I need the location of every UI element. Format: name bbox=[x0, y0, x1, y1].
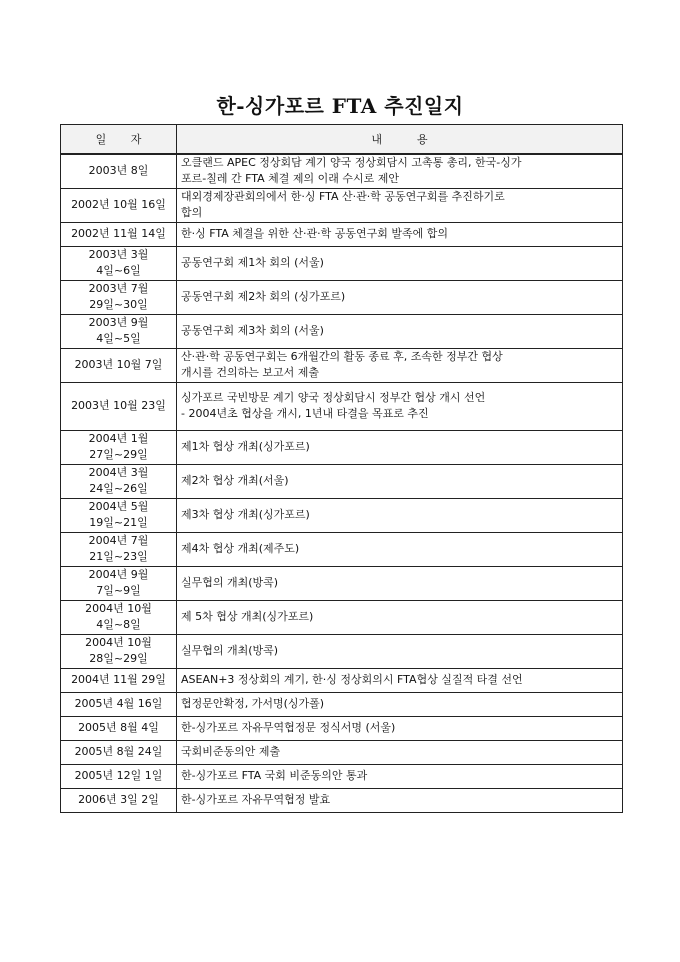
row-content bbox=[177, 740, 623, 764]
row-content bbox=[177, 382, 623, 430]
table-row bbox=[61, 280, 623, 314]
row-content bbox=[177, 246, 623, 280]
row-content-line: 오클랜드 APEC 정상회담 계기 양국 정상회담시 고촉통 총리, 한국-싱가 bbox=[181, 156, 522, 170]
row-content-line: 국회비준동의안 제출 bbox=[181, 745, 281, 758]
row-content bbox=[177, 566, 623, 600]
row-content bbox=[177, 788, 623, 812]
row-date: 2005년 8월 4일 bbox=[61, 716, 177, 740]
row-content-line: - 2004년초 협상을 개시, 1년내 타결을 목표로 추진 bbox=[181, 407, 429, 420]
row-content-line: 제 5차 협상 개최(싱가포르) bbox=[181, 610, 314, 623]
row-date: 2004년 11월 29일 bbox=[61, 668, 177, 692]
row-content-line: 한-싱가포르 FTA 국회 비준동의안 통과 bbox=[181, 769, 368, 782]
row-date: 2003년 10월 23일 bbox=[61, 382, 177, 430]
row-date: 2003년 9월 4일~5일 bbox=[61, 314, 177, 348]
row-date: 2004년 7월 21일~23일 bbox=[61, 532, 177, 566]
row-date: 2003년 3월 4일~6일 bbox=[61, 246, 177, 280]
row-content-line: 개시를 건의하는 보고서 제출 bbox=[181, 366, 320, 379]
table-row bbox=[61, 764, 623, 788]
row-content bbox=[177, 348, 623, 382]
row-date: 2005년 12일 1일 bbox=[61, 764, 177, 788]
row-content-line: 공동연구회 제2차 회의 (싱가포르) bbox=[181, 290, 346, 303]
column-header-content: 내 용 bbox=[177, 125, 623, 155]
row-content-line: 산·관·학 공동연구회는 6개월간의 활동 종료 후, 조속한 정부간 협상 bbox=[181, 350, 503, 363]
table-row bbox=[61, 154, 623, 188]
row-content bbox=[177, 634, 623, 668]
row-content bbox=[177, 154, 623, 188]
row-content-line: ASEAN+3 정상회의 계기, 한·싱 정상회의시 FTA협상 실질적 타결 선언 bbox=[181, 673, 523, 686]
row-content-line: 싱가포르 국빈방문 계기 양국 정상회담시 정부간 협상 개시 선언 bbox=[181, 391, 486, 404]
table-row bbox=[61, 634, 623, 668]
row-content bbox=[177, 314, 623, 348]
row-content bbox=[177, 464, 623, 498]
row-content bbox=[177, 222, 623, 246]
row-content-line: 제2차 협상 개최(서울) bbox=[181, 474, 289, 487]
table-row bbox=[61, 430, 623, 464]
row-date: 2003년 10월 7일 bbox=[61, 348, 177, 382]
row-content-line: 공동연구회 제3차 회의 (서울) bbox=[181, 324, 324, 337]
table-row bbox=[61, 464, 623, 498]
row-content-line: 실무협의 개최(방콕) bbox=[181, 576, 279, 589]
table-row bbox=[61, 600, 623, 634]
row-content-line: 합의 bbox=[181, 206, 203, 219]
row-date: 2004년 3월 24일~26일 bbox=[61, 464, 177, 498]
table-row bbox=[61, 716, 623, 740]
table-header-row bbox=[61, 125, 623, 155]
row-content-line: 공동연구회 제1차 회의 (서울) bbox=[181, 256, 324, 269]
row-content bbox=[177, 764, 623, 788]
row-content bbox=[177, 600, 623, 634]
row-content-line: 대외경제장관회의에서 한·싱 FTA 산·관·학 공동연구회를 추진하기로 bbox=[181, 190, 505, 203]
table-row bbox=[61, 246, 623, 280]
row-content-line: 제3차 협상 개최(싱가포르) bbox=[181, 508, 310, 521]
row-date: 2005년 8월 24일 bbox=[61, 740, 177, 764]
row-content-line: 협정문안확정, 가서명(싱가폴) bbox=[181, 697, 325, 710]
table-row bbox=[61, 314, 623, 348]
row-date: 2002년 11월 14일 bbox=[61, 222, 177, 246]
table-row bbox=[61, 668, 623, 692]
table-row bbox=[61, 382, 623, 430]
row-date: 2004년 9월 7일~9일 bbox=[61, 566, 177, 600]
row-date: 2003년 7월 29일~30일 bbox=[61, 280, 177, 314]
table-row bbox=[61, 692, 623, 716]
row-content bbox=[177, 430, 623, 464]
row-content-line: 한-싱가포르 자유무역협정문 정식서명 (서울) bbox=[181, 721, 396, 734]
table-row bbox=[61, 788, 623, 812]
row-content bbox=[177, 280, 623, 314]
row-content bbox=[177, 532, 623, 566]
row-date: 2006년 3일 2일 bbox=[61, 788, 177, 812]
table-row bbox=[61, 348, 623, 382]
row-date: 2005년 4월 16일 bbox=[61, 692, 177, 716]
row-date: 2004년 1월 27일~29일 bbox=[61, 430, 177, 464]
row-content bbox=[177, 668, 623, 692]
table-row bbox=[61, 222, 623, 246]
document-title: 한-싱가포르 FTA 추진일지 bbox=[216, 94, 464, 118]
row-content bbox=[177, 188, 623, 222]
row-content-line: 포르-칠레 간 FTA 체결 제의 이래 수시로 제안 bbox=[181, 172, 399, 186]
row-date: 2004년 5월 19일~21일 bbox=[61, 498, 177, 532]
row-date: 2004년 10월 4일~8일 bbox=[61, 600, 177, 634]
fta-timeline-table bbox=[60, 124, 623, 813]
table-row bbox=[61, 532, 623, 566]
column-header-date: 일 자 bbox=[61, 125, 177, 155]
row-content bbox=[177, 716, 623, 740]
row-date: 2002년 10월 16일 bbox=[61, 188, 177, 222]
row-content-line: 제4차 협상 개최(제주도) bbox=[181, 542, 300, 555]
table-row bbox=[61, 740, 623, 764]
row-content bbox=[177, 498, 623, 532]
row-content-line: 한-싱가포르 자유무역협정 발효 bbox=[181, 793, 331, 806]
row-content-line: 한·싱 FTA 체결을 위한 산·관·학 공동연구회 발족에 합의 bbox=[181, 227, 449, 240]
table-row bbox=[61, 188, 623, 222]
row-content bbox=[177, 692, 623, 716]
row-date: 2003년 8일 bbox=[61, 154, 177, 188]
row-content-line: 실무협의 개최(방콕) bbox=[181, 644, 279, 657]
row-date: 2004년 10월 28일~29일 bbox=[61, 634, 177, 668]
row-content-line: 제1차 협상 개최(싱가포르) bbox=[181, 440, 310, 453]
table-row bbox=[61, 498, 623, 532]
table-row bbox=[61, 566, 623, 600]
